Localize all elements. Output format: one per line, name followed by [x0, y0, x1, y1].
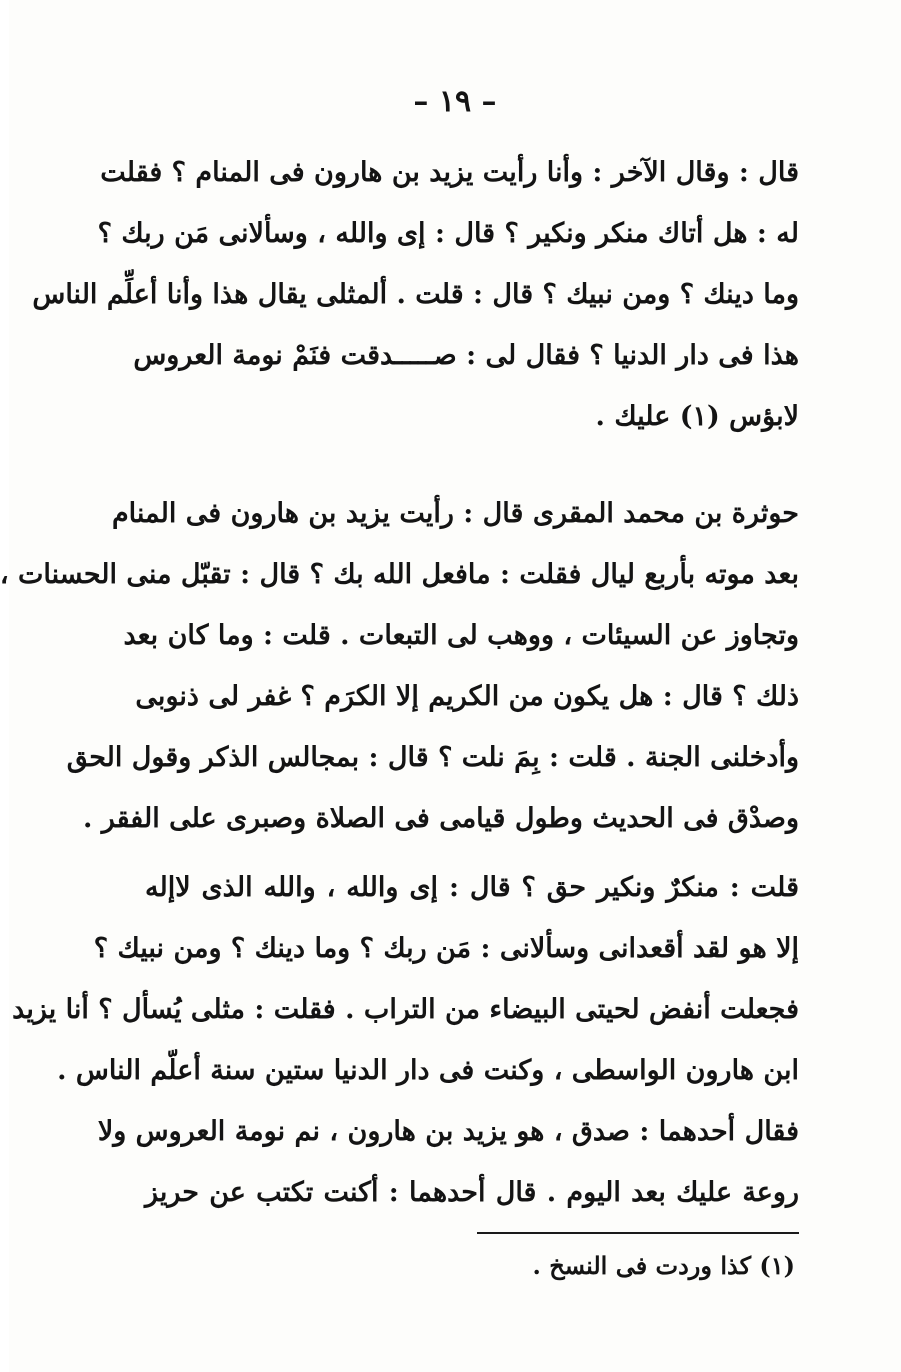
- text-line: له : هل أتاك منكر ونكير ؟ قال : إى والله ، وسألانى مَن ربك ؟: [97, 218, 799, 249]
- footnote: (١) كذا وردت فى النسخ .: [532, 1251, 795, 1280]
- text-line: فقال أحدهما : صدق ، هو يزيد بن هارون ، نم نومة العروس ولا: [97, 1116, 799, 1147]
- footnote-divider: [477, 1232, 799, 1234]
- text-line: إلا هو لقد أقعدانى وسألانى : مَن ربك ؟ وما دينك ؟ ومن نبيك ؟: [93, 933, 799, 964]
- text-line: هذا فى دار الدنيا ؟ فقال لى : صـــــدقت فنَمْ نومة العروس: [133, 340, 799, 371]
- page-number: – ١٩ –: [413, 84, 497, 119]
- paragraph-3: [12, 857, 799, 1223]
- text-line: قال : وقال الآخر : وأنا رأيت يزيد بن هارون فى المنام ؟ فقلت: [100, 157, 799, 188]
- text-line: فجعلت أنفض لحيتى البيضاء من التراب . فقلت : مثلى يُسأل ؟ أنا يزيد: [12, 994, 799, 1025]
- text-line: لابؤس (١) عليك .: [595, 401, 799, 432]
- text-line: قلت : منكرٌ ونكير حق ؟ قال : إى والله ، والله الذى لاإله: [145, 872, 799, 903]
- text-line: وصدْق فى الحديث وطول قيامى فى الصلاة وصبرى على الفقر .: [82, 803, 799, 834]
- paragraph-2: [0, 483, 799, 849]
- text-line: ابن هارون الواسطى ، وكنت فى دار الدنيا ستين سنة أعلّم الناس .: [57, 1055, 799, 1086]
- text-line: حوثرة بن محمد المقرى قال : رأيت يزيد بن هارون فى المنام: [111, 498, 799, 529]
- paragraph-1: [32, 142, 799, 447]
- text-line: وأدخلنى الجنة . قلت : بِمَ نلت ؟ قال : بمجالس الذكر وقول الحق: [66, 742, 799, 773]
- text-line: بعد موته بأربع ليال فقلت : مافعل الله بك ؟ قال : تقبّل منى الحسنات ،: [0, 559, 799, 590]
- text-line: وتجاوز عن السيئات ، ووهب لى التبعات . قلت : وما كان بعد: [123, 620, 799, 651]
- text-line: روعة عليك بعد اليوم . قال أحدهما : أكنت تكتب عن حريز: [145, 1177, 799, 1208]
- text-line: ذلك ؟ قال : هل يكون من الكريم إلا الكرَم ؟ غفر لى ذنوبى: [135, 681, 799, 712]
- text-line: وما دينك ؟ ومن نبيك ؟ قال : قلت . ألمثلى يقال هذا وأنا أعلِّم الناس: [32, 279, 799, 310]
